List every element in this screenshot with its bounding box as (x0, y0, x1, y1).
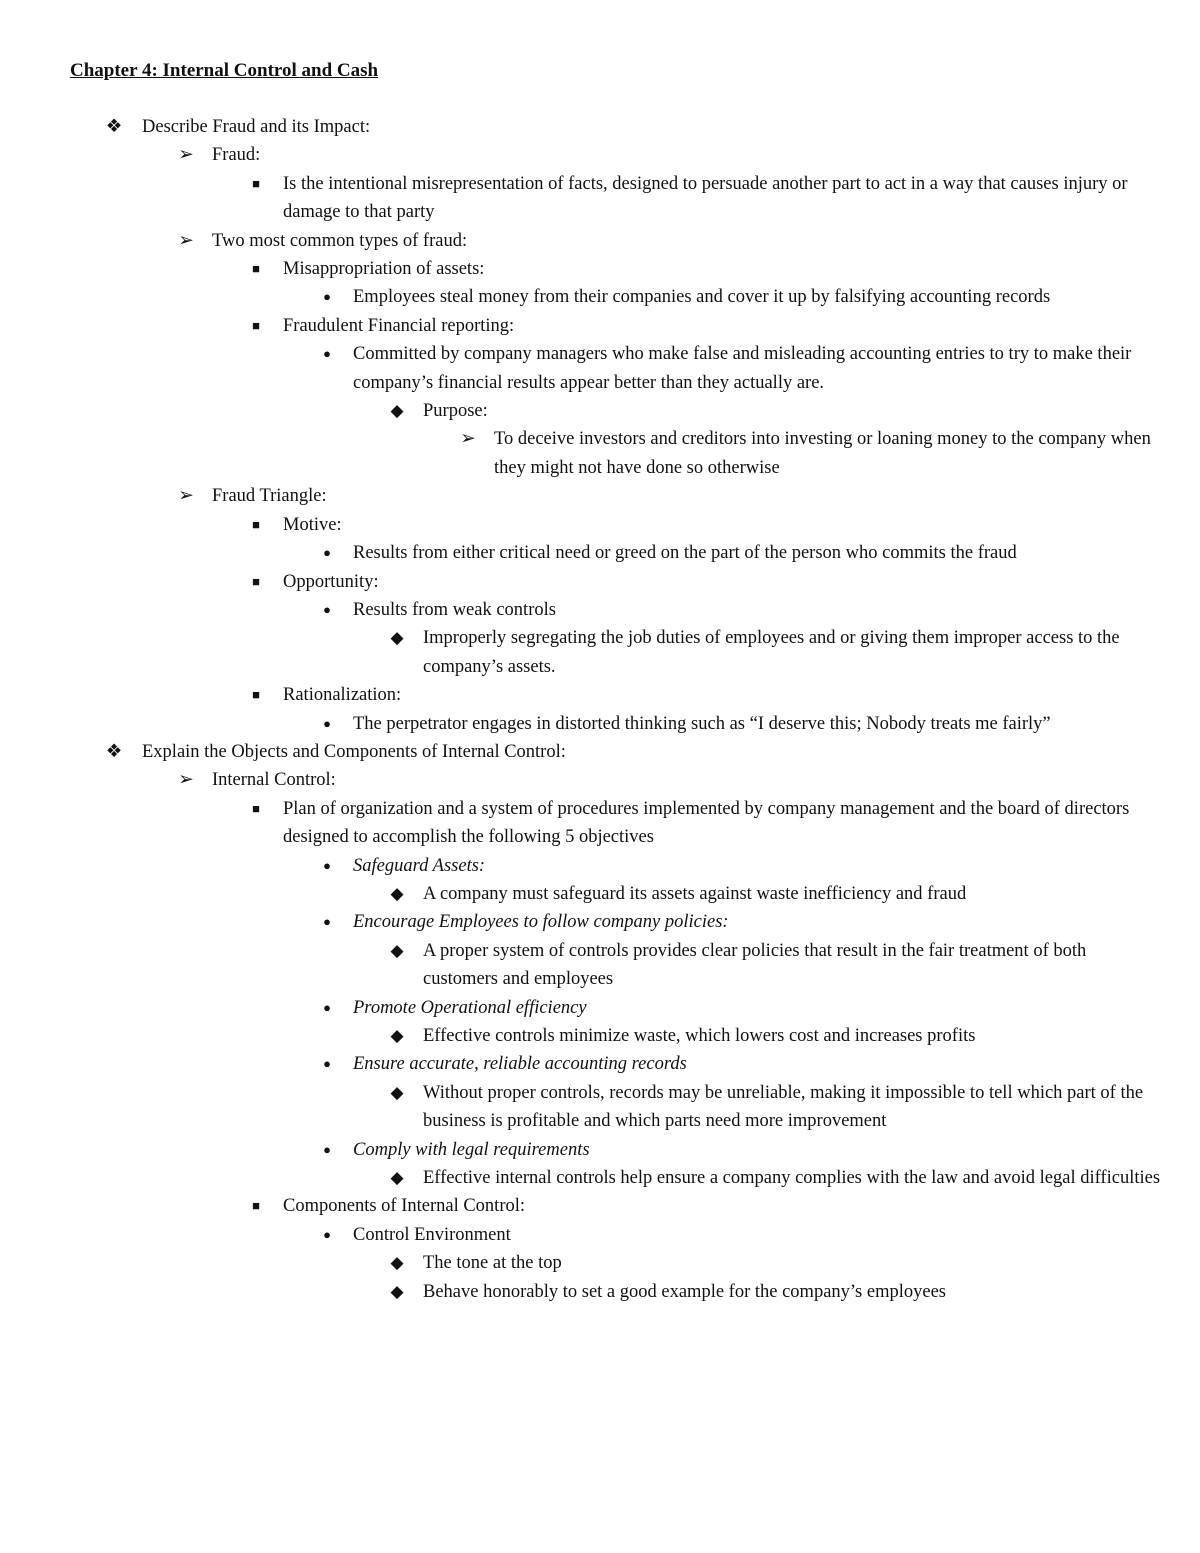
outline-item-text: To deceive investors and creditors into investing or loaning money to the company when they might not have done so otherwise (494, 429, 1151, 478)
outline-item-level-1 (0, 113, 1200, 141)
outline-item-text: Fraud Triangle: (212, 486, 327, 507)
outline-item-text: Promote Operational efficiency (353, 997, 587, 1018)
outline-item-text: Employees steal money from their companies and cover it up by falsifying accounting records (353, 287, 1051, 308)
square-bullet-icon: ■ (252, 261, 260, 277)
outline-item-level-4 (0, 1050, 1200, 1078)
outline-item-text: Misappropriation of assets: (283, 259, 485, 280)
outline-item-text: A proper system of controls provides clear policies that result in the fair treatment of both customers and employees (423, 940, 1087, 990)
outline-item-text: Motive: (283, 514, 342, 535)
outline-item-level-3 (0, 568, 1200, 596)
dot-bullet-icon: ● (323, 1056, 331, 1072)
outline-item-level-5 (0, 1022, 1200, 1050)
outline-item-level-4 (0, 1221, 1200, 1249)
outline-item-level-5 (0, 880, 1200, 908)
outline-item-level-4 (0, 710, 1200, 738)
outline-item-level-5 (0, 624, 1200, 681)
dot-bullet-icon: ● (323, 289, 331, 305)
outline-item-level-2 (0, 227, 1200, 255)
outline-item-level-4 (0, 283, 1200, 311)
outline-item-level-4 (0, 596, 1200, 624)
outline-item-level-3 (0, 795, 1200, 852)
outline-item-level-3 (0, 511, 1200, 539)
outline-item-text: Rationalization: (283, 685, 402, 706)
square-bullet-icon: ■ (252, 573, 260, 589)
arrowhead-bullet-icon: ➢ (178, 486, 194, 507)
arrowhead-bullet-icon: ➢ (178, 770, 194, 791)
diamond-cross-bullet-icon: ❖ (105, 117, 123, 137)
outline-item-level-4 (0, 340, 1200, 397)
diamond-bullet-icon: ◆ (390, 401, 404, 421)
outline-item-level-6 (0, 425, 1200, 482)
dot-bullet-icon: ● (323, 999, 331, 1015)
outline-item-level-3 (0, 681, 1200, 709)
outline-item-text: Is the intentional misrepresentation of facts, designed to persuade another part to act in a way that causes injury or damage to that party (283, 173, 1128, 223)
outline-item-level-4 (0, 539, 1200, 567)
square-bullet-icon: ■ (252, 317, 260, 333)
outline-item-level-2 (0, 141, 1200, 169)
outline-item-text: Ensure accurate, reliable accounting records (353, 1054, 687, 1075)
outline-item-level-3 (0, 1192, 1200, 1220)
dot-bullet-icon: ● (323, 914, 331, 930)
outline-item-text: Control Environment (353, 1224, 511, 1245)
outline-item-text: Behave honorably to set a good example for the company’s employees (423, 1281, 946, 1302)
outline-item-level-5 (0, 1164, 1200, 1192)
dot-bullet-icon: ● (323, 545, 331, 561)
dot-bullet-icon: ● (323, 1141, 331, 1157)
outline-item-text: Opportunity: (283, 571, 379, 592)
outline-list (0, 113, 1200, 1306)
outline-item-level-4 (0, 908, 1200, 936)
outline-item-level-4 (0, 852, 1200, 880)
outline-item-text: Results from weak controls (353, 599, 556, 620)
diamond-cross-bullet-icon: ❖ (105, 741, 123, 762)
square-bullet-icon: ■ (252, 1198, 260, 1214)
square-bullet-icon: ■ (252, 800, 260, 816)
outline-item-level-4 (0, 994, 1200, 1022)
page-title: Chapter 4: Internal Control and Cash (70, 60, 379, 81)
outline-item-text: Fraud: (212, 145, 261, 166)
outline-item-text: Internal Control: (212, 770, 336, 791)
outline-item-level-3 (0, 255, 1200, 283)
arrowhead-bullet-icon: ➢ (460, 429, 476, 450)
diamond-bullet-icon: ◆ (390, 1082, 404, 1102)
diamond-bullet-icon: ◆ (390, 940, 404, 960)
dot-bullet-icon: ● (323, 601, 331, 617)
outline-item-text: Describe Fraud and its Impact: (142, 117, 371, 137)
outline-item-level-1 (0, 738, 1200, 766)
diamond-bullet-icon: ◆ (390, 1253, 404, 1273)
outline-item-text: Improperly segregating the job duties of employees and or giving them improper access to the company’s assets. (423, 628, 1120, 677)
outline-item-level-3 (0, 312, 1200, 340)
outline-item-text: Without proper controls, records may be unreliable, making it impossible to tell which part of the business is profitable and which parts need more improvement (423, 1082, 1144, 1132)
outline-item-level-5 (0, 1278, 1200, 1306)
outline-item-text: Purpose: (423, 401, 488, 422)
outline-item-level-2 (0, 766, 1200, 794)
outline-item-text: Plan of organization and a system of procedures implemented by company management and the board of directors designed to accomplish the following 5 objectives (283, 798, 1130, 848)
outline-item-level-5 (0, 1249, 1200, 1277)
outline-item-text: Fraudulent Financial reporting: (283, 315, 515, 336)
outline-item-text: Results from either critical need or greed on the part of the person who commits the fraud (353, 543, 1017, 564)
diamond-bullet-icon: ◆ (390, 883, 404, 903)
outline-item-text: Committed by company managers who make false and misleading accounting entries to try to make their company’s financial results appear better than they actually are. (353, 344, 1132, 393)
square-bullet-icon: ■ (252, 687, 260, 703)
outline-item-text: Encourage Employees to follow company policies: (353, 912, 729, 933)
outline-item-text: Comply with legal requirements (353, 1139, 590, 1160)
diamond-bullet-icon: ◆ (390, 1281, 404, 1301)
outline-item-text: Two most common types of fraud: (212, 230, 468, 251)
outline-item-text: Effective controls minimize waste, which lowers cost and increases profits (423, 1026, 976, 1046)
dot-bullet-icon: ● (323, 1226, 331, 1242)
dot-bullet-icon: ● (323, 715, 331, 731)
outline-item-level-2 (0, 482, 1200, 510)
arrowhead-bullet-icon: ➢ (178, 145, 194, 166)
outline-item-text: A company must safeguard its assets against waste inefficiency and fraud (423, 883, 967, 904)
outline-item-text: Effective internal controls help ensure a company complies with the law and avoid legal difficulties (423, 1168, 1161, 1189)
outline-item-text: The perpetrator engages in distorted thinking such as “I deserve this; Nobody treats me fairly” (353, 713, 1051, 734)
dot-bullet-icon: ● (323, 346, 331, 362)
arrowhead-bullet-icon: ➢ (178, 230, 194, 251)
outline-item-text: Safeguard Assets: (353, 855, 486, 876)
outline-item-text: Explain the Objects and Components of Internal Control: (142, 741, 566, 762)
diamond-bullet-icon: ◆ (390, 1168, 404, 1188)
outline-item-text: The tone at the top (423, 1253, 562, 1274)
outline-item-level-5 (0, 1079, 1200, 1136)
outline-item-level-5 (0, 937, 1200, 994)
outline-item-text: Components of Internal Control: (283, 1196, 526, 1217)
square-bullet-icon: ■ (252, 175, 260, 191)
dot-bullet-icon: ● (323, 857, 331, 873)
outline-item-level-3 (0, 170, 1200, 227)
outline-item-level-4 (0, 1136, 1200, 1164)
outline-item-level-5 (0, 397, 1200, 425)
square-bullet-icon: ■ (252, 516, 260, 532)
diamond-bullet-icon: ◆ (390, 1026, 404, 1045)
diamond-bullet-icon: ◆ (390, 628, 404, 648)
